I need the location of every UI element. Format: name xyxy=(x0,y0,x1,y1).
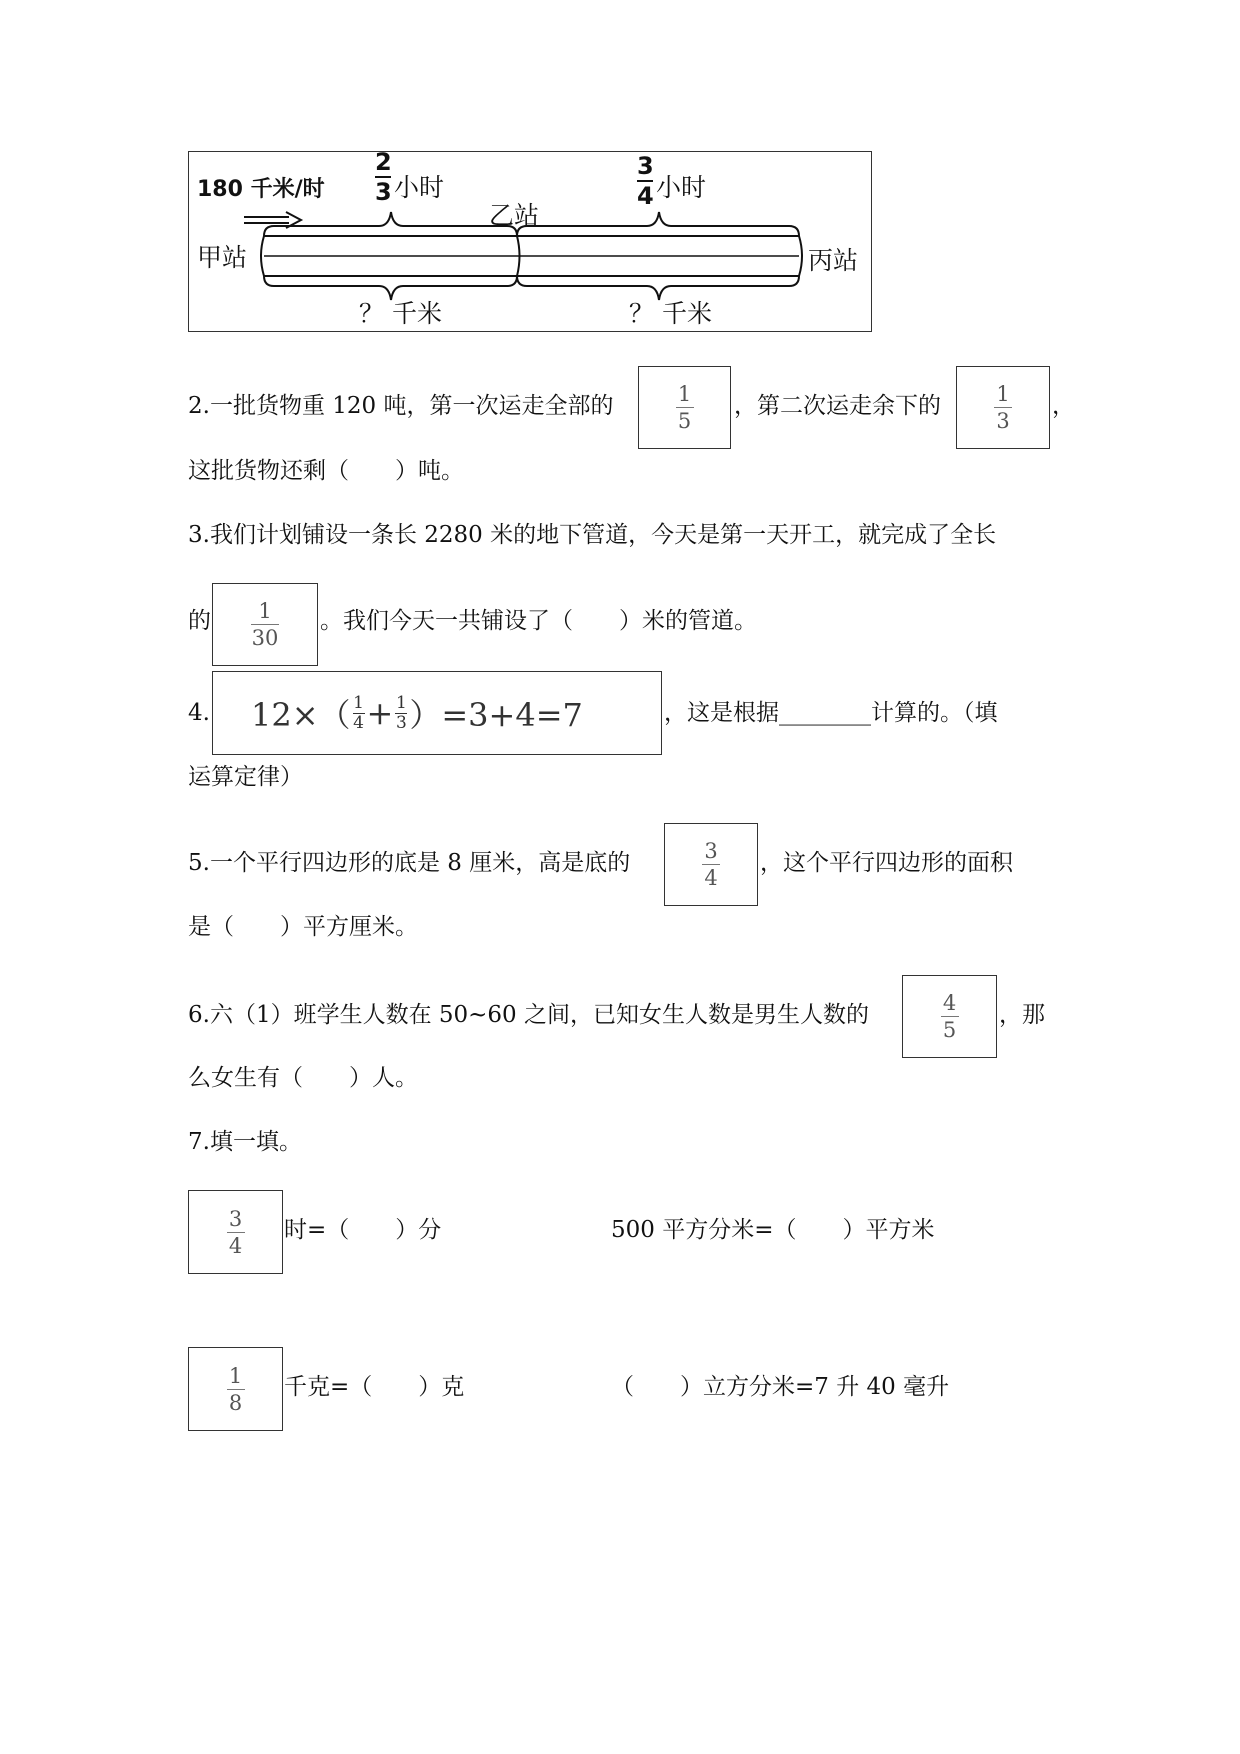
q7-b-text: 500 平方分米=（ ）平方米 xyxy=(611,1217,935,1243)
q4-line2: 运算定律） xyxy=(188,764,303,790)
q2-line2: 这批货物还剩（ ）吨。 xyxy=(188,458,464,484)
q7-a-text: 时=（ ）分 xyxy=(284,1217,442,1243)
distance-diagram xyxy=(188,148,872,332)
q5-line2: 是（ ）平方厘米。 xyxy=(188,914,418,940)
q4-formula-suffix: ）=3+4=7 xyxy=(409,696,583,734)
q2-text-a: 2.一批货物重 120 吨，第一次运走全部的 xyxy=(188,393,614,419)
q4-text-a: ，这是根据________计算的。（填 xyxy=(664,700,998,726)
time2-den: 4 xyxy=(637,182,654,210)
q2-frac1-num: 1 xyxy=(677,382,692,406)
q2-fraction-1 xyxy=(638,366,731,449)
q4-formula-prefix: 12×（ xyxy=(251,696,351,734)
time1-unit: 小时 xyxy=(394,173,445,202)
time2-num: 3 xyxy=(637,152,654,180)
distance2-label: ？ 千米 xyxy=(629,299,712,328)
q4-label: 4. xyxy=(188,700,210,726)
q7-c-frac-den: 8 xyxy=(228,1390,243,1415)
q6-fraction xyxy=(902,975,997,1058)
q5-frac-den: 4 xyxy=(704,866,718,890)
q7-d-text: （ ）立方分米=7 升 40 毫升 xyxy=(611,1374,950,1400)
q2-fraction-2 xyxy=(956,366,1050,449)
q6-line2: 么女生有（ ）人。 xyxy=(188,1065,418,1091)
q4-formula-frac2: 1 3 xyxy=(395,692,407,733)
q5-text-a: 5.一个平行四边形的底是 8 厘米，高是底的 xyxy=(188,850,631,876)
q7-c-frac-num: 1 xyxy=(228,1363,243,1388)
q7-title: 7.填一填。 xyxy=(188,1129,302,1155)
q3-frac-num: 1 xyxy=(258,599,272,623)
q2-frac1-den: 5 xyxy=(677,409,692,433)
q4-formula-plus: + xyxy=(366,694,394,732)
station-c-label: 丙站 xyxy=(808,246,859,275)
distance1-label: ？ 千米 xyxy=(359,299,442,328)
q7-a-fraction xyxy=(188,1190,283,1274)
q5-fraction xyxy=(664,823,758,906)
station-b-label: 乙站 xyxy=(489,201,540,230)
q3-text-a: 的 xyxy=(188,608,211,634)
q5-frac-num: 3 xyxy=(704,839,718,863)
q2-text-b: ，第二次运走余下的 xyxy=(734,393,941,419)
time1-den: 3 xyxy=(375,178,392,206)
station-a-label: 甲站 xyxy=(197,243,248,272)
q3-frac-den: 30 xyxy=(251,626,279,650)
q2-frac2-den: 3 xyxy=(996,409,1010,433)
speed-label: 180 千米/时 xyxy=(197,177,325,202)
q7-a-frac-den: 4 xyxy=(228,1233,243,1258)
q2-text-c: ， xyxy=(1052,393,1075,419)
time2-fraction xyxy=(637,154,654,208)
q3-line1: 3.我们计划铺设一条长 2280 米的地下管道，今天是第一天开工，就完成了全长 xyxy=(188,522,997,548)
q6-text-b: ，那 xyxy=(999,1002,1045,1028)
q7-c-text: 千克=（ ）克 xyxy=(284,1374,465,1400)
q7-a-frac-num: 3 xyxy=(228,1206,243,1231)
q2-frac2-num: 1 xyxy=(996,382,1010,406)
time1-num: 2 xyxy=(375,148,392,176)
q4-formula-frac1: 1 4 xyxy=(353,692,364,733)
q5-text-b: ，这个平行四边形的面积 xyxy=(760,850,1013,876)
time1-fraction xyxy=(375,150,392,204)
q6-text-a: 6.六（1）班学生人数在 50~60 之间，已知女生人数是男生人数的 xyxy=(188,1002,870,1028)
q6-frac-den: 5 xyxy=(942,1018,957,1042)
q6-frac-num: 4 xyxy=(942,991,957,1015)
q4-formula-box xyxy=(212,671,662,755)
q7-c-fraction xyxy=(188,1347,283,1431)
time2-unit: 小时 xyxy=(656,173,707,202)
q3-fraction xyxy=(212,583,318,666)
q3-text-b: 。我们今天一共铺设了（ ）米的管道。 xyxy=(320,608,757,634)
